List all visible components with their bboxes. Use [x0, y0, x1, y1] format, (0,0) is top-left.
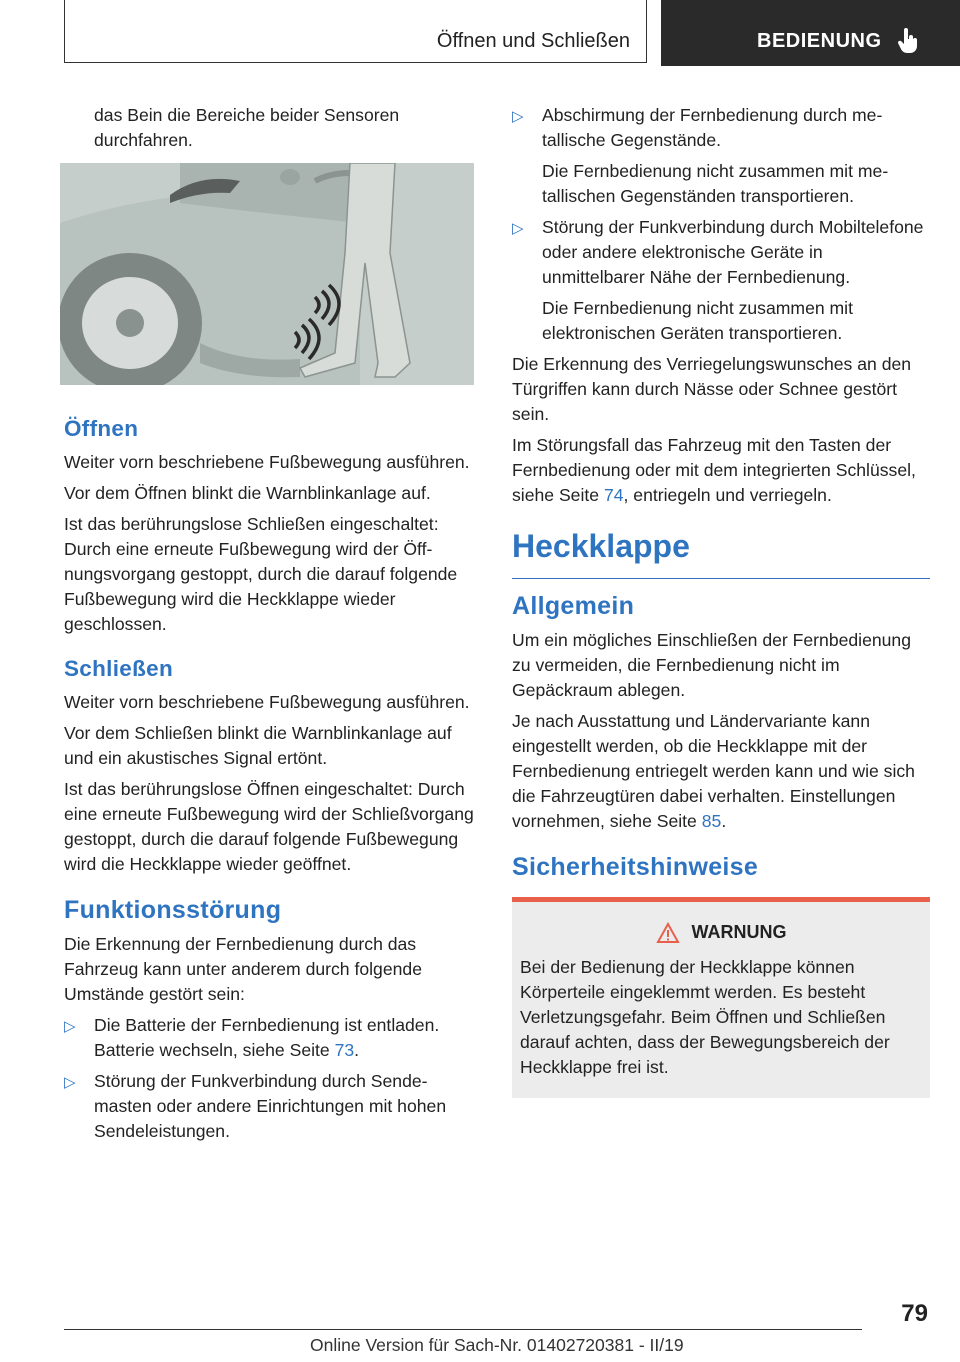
footer-text: Online Version für Sach-Nr. 01402720381 - II/19 [310, 1335, 684, 1355]
triangle-right-icon: ▷ [512, 220, 524, 237]
allgemein-p2: Je nach Ausstattung und Ländervariante kann eingestellt werden, ob die Heckklappe mit der Fernbedienung entriegelt werden kann und wie sich die Fahrzeugtüren dabei verhalten. Einstellungen vornehmen, siehe Seite 85. [512, 711, 915, 831]
warning-triangle-icon [656, 922, 680, 944]
warning-header [520, 920, 922, 945]
illustration-foot-sensor [60, 163, 474, 385]
section-tab [64, 0, 647, 63]
hand-pointer-icon [897, 28, 919, 54]
intro-text: das Bein die Bereiche beider Sensoren durchfahren. [94, 105, 400, 150]
heading-heckklappe: Heckklappe [512, 526, 930, 579]
bullet-item: ▷ Die Batterie der Fernbedienung ist entladen. Batterie wechseln, siehe Seite 73. [64, 1015, 440, 1060]
warning-box [512, 897, 930, 1098]
heading-sicherheitshinweise: Sicherheitshinweise [512, 853, 759, 881]
warning-title: WARNUNG [691, 922, 787, 942]
oeffnen-p1: Weiter vorn beschriebene Fußbewegung ausführen. [64, 452, 470, 472]
chapter-tab [661, 0, 960, 66]
page-link-73[interactable]: 73 [334, 1040, 355, 1060]
page-link-74[interactable]: 74 [603, 485, 624, 505]
right-p1: Die Erkennung des Verriegelungswunsches an den Türgriffen kann durch Nässe oder Schnee gestört sein. [512, 354, 912, 424]
heading-allgemein: Allgemein [512, 592, 635, 620]
page-header [64, 0, 960, 66]
chapter-title: BEDIENUNG [757, 30, 882, 52]
oeffnen-p2: Vor dem Öffnen blinkt die Warnblinkanlage auf. [64, 483, 431, 503]
bullet-item: ▷ Abschirmung der Fernbedienung durch metallische Gegenstände. Die Fernbedienung nicht zusammen mit metallischen Gegenständen transportieren. [512, 105, 889, 206]
right-p2: Im Störungsfall das Fahrzeug mit den Tasten der Fernbedienung oder mit dem integrierten Schlüssel, siehe Seite 74, entriegeln und verriegeln. [512, 435, 916, 505]
schliessen-p2: Vor dem Schließen blinkt die Warnblinkanlage auf und ein akustisches Signal ertönt. [64, 723, 452, 768]
triangle-right-icon: ▷ [64, 1074, 76, 1091]
bullet-item: ▷ Störung der Funkverbindung durch Sendemasten oder andere Einrichtungen mit hohen Sendeleistungen. [64, 1071, 447, 1141]
triangle-right-icon: ▷ [64, 1018, 76, 1035]
schliessen-p3: Ist das berührungslose Öffnen eingeschaltet: Durch eine erneute Fußbewegung wird der Schließvorgang gestoppt, durch die darauf folgende Fußbewegung wird die Heckklappe wieder geöffnet. [64, 779, 474, 874]
page-number: 79 [901, 1300, 928, 1327]
page-link-85[interactable]: 85 [701, 811, 722, 831]
right-column [512, 103, 930, 1098]
bullet-item: ▷ Störung der Funkverbindung durch Mobiltelefone oder andere elektronische Geräte in unmittelbarer Nähe der Fernbedienung. Die Fernbedienung nicht zusammen mit elektronischen Geräten transportieren. [512, 217, 924, 343]
left-column [64, 103, 478, 1150]
car-illustration [60, 163, 474, 385]
oeffnen-p3: Ist das berührungslose Schließen eingeschaltet: Durch eine erneute Fußbewegung wird der Öffnungsvorgang gestoppt, durch die darauf folgende Fußbewegung wird die Heckklappe wieder geschlossen. [64, 514, 458, 634]
warning-text: Bei der Bedienung der Heckklappe können Körperteile eingeklemmt werden. Es besteht Verletzungsgefahr. Beim Öffnen und Schließen darauf achten, dass der Bewegungsbereich der Heckklappe frei ist. [520, 957, 890, 1077]
heading-oeffnen: Öffnen [64, 416, 139, 441]
allgemein-p1: Um ein mögliches Einschließen der Fernbedienung zu vermeiden, die Fernbedienung nicht im Gepäckraum ablegen. [512, 630, 912, 700]
stoerung-p1: Die Erkennung der Fernbedienung durch das Fahrzeug kann unter anderem durch folgende Umstände gestört sein: [64, 934, 422, 1004]
footer-divider [64, 1329, 862, 1330]
section-title: Öffnen und Schließen [436, 30, 630, 52]
triangle-right-icon: ▷ [512, 108, 524, 125]
heading-schliessen: Schließen [64, 656, 173, 681]
heading-funktionsstoerung: Funktionsstörung [64, 896, 282, 924]
schliessen-p1: Weiter vorn beschriebene Fußbewegung ausführen. [64, 692, 470, 712]
